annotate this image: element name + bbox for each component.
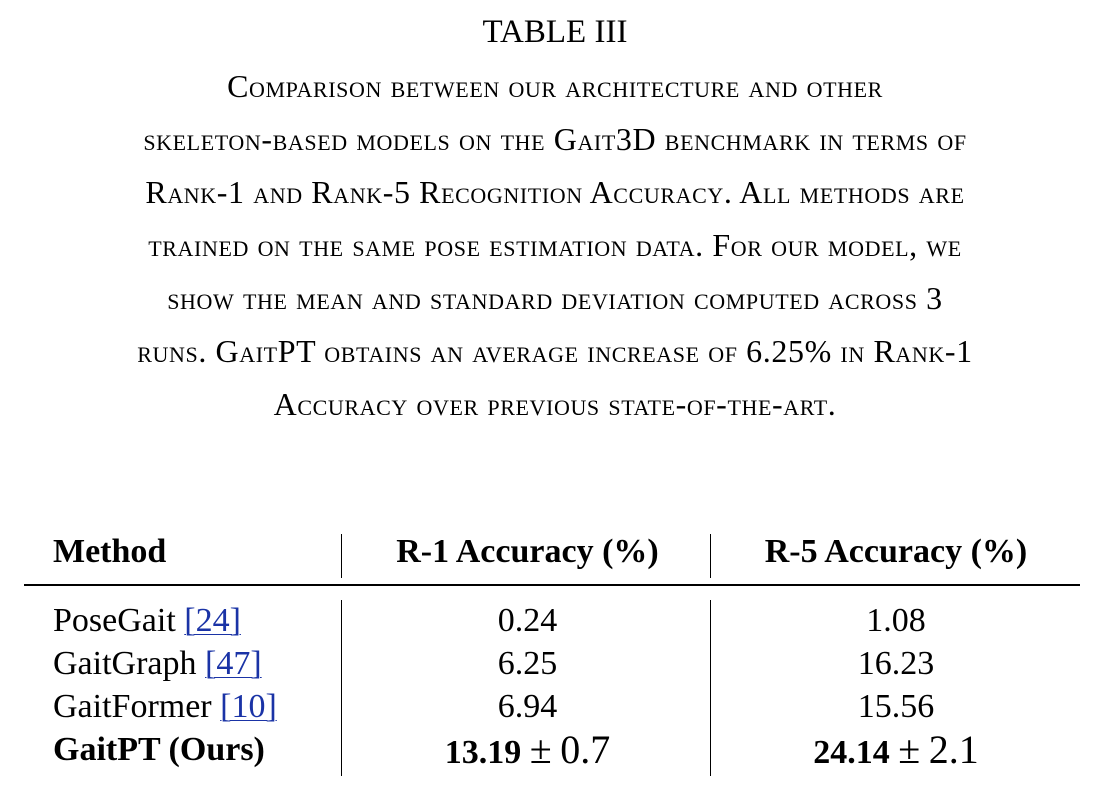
plus-minus-symbol: ± bbox=[898, 727, 921, 772]
caption-line: Accuracy over previous state-of-the-art. bbox=[273, 386, 837, 422]
caption-line: Comparison between our architecture and other bbox=[227, 68, 883, 104]
citation-link[interactable]: [10] bbox=[220, 688, 277, 725]
column-divider bbox=[710, 534, 711, 578]
table-row-r5-ours bbox=[712, 728, 1080, 775]
method-name: GaitGraph bbox=[53, 645, 197, 682]
method-name: GaitFormer bbox=[53, 688, 212, 725]
table-row-r1: 6.25 bbox=[497, 645, 558, 682]
table-row-method bbox=[53, 599, 241, 643]
caption-line: Rank-1 and Rank-5 Recognition Accuracy. All methods are bbox=[145, 174, 965, 210]
r1-mean: 13.19 bbox=[444, 734, 522, 771]
column-divider bbox=[341, 534, 342, 578]
header-method: Method bbox=[53, 533, 167, 570]
caption-line: show the mean and standard deviation computed across 3 bbox=[167, 280, 943, 316]
header-r1-accuracy: R-1 Accuracy (%) bbox=[396, 533, 659, 570]
table-row-method bbox=[53, 685, 277, 729]
table-row-r5: 16.23 bbox=[857, 645, 935, 682]
column-divider bbox=[710, 600, 711, 776]
table-row-r1: 6.94 bbox=[497, 688, 558, 725]
citation-link[interactable]: [47] bbox=[205, 645, 262, 682]
r5-mean: 24.14 bbox=[813, 734, 890, 771]
method-name: GaitPT (Ours) bbox=[53, 731, 265, 768]
table-row-r5: 1.08 bbox=[866, 602, 926, 639]
header-r5-accuracy: R-5 Accuracy (%) bbox=[764, 533, 1028, 570]
caption-line: skeleton-based models on the Gait3D benchmark in terms of bbox=[143, 121, 967, 157]
r1-std: 0.7 bbox=[560, 727, 611, 772]
table-row-r5: 15.56 bbox=[857, 688, 935, 725]
caption-line: runs. GaitPT obtains an average increase of 6.25% in Rank-1 bbox=[137, 333, 973, 369]
table-row-r1: 0.24 bbox=[497, 602, 558, 639]
table-caption bbox=[0, 60, 1110, 431]
plus-minus-symbol: ± bbox=[529, 727, 552, 772]
method-name: PoseGait bbox=[53, 602, 176, 639]
table-label: TABLE III bbox=[482, 14, 628, 50]
table-row-method-ours bbox=[53, 728, 265, 772]
citation-link[interactable]: [24] bbox=[184, 602, 241, 639]
column-divider bbox=[341, 600, 342, 776]
caption-line: trained on the same pose estimation data. For our model, we bbox=[148, 227, 962, 263]
table-row-method bbox=[53, 642, 262, 686]
table-row-r1-ours bbox=[345, 728, 710, 775]
results-table bbox=[0, 520, 1110, 796]
r5-std: 2.1 bbox=[928, 727, 979, 772]
header-rule bbox=[24, 584, 1080, 586]
